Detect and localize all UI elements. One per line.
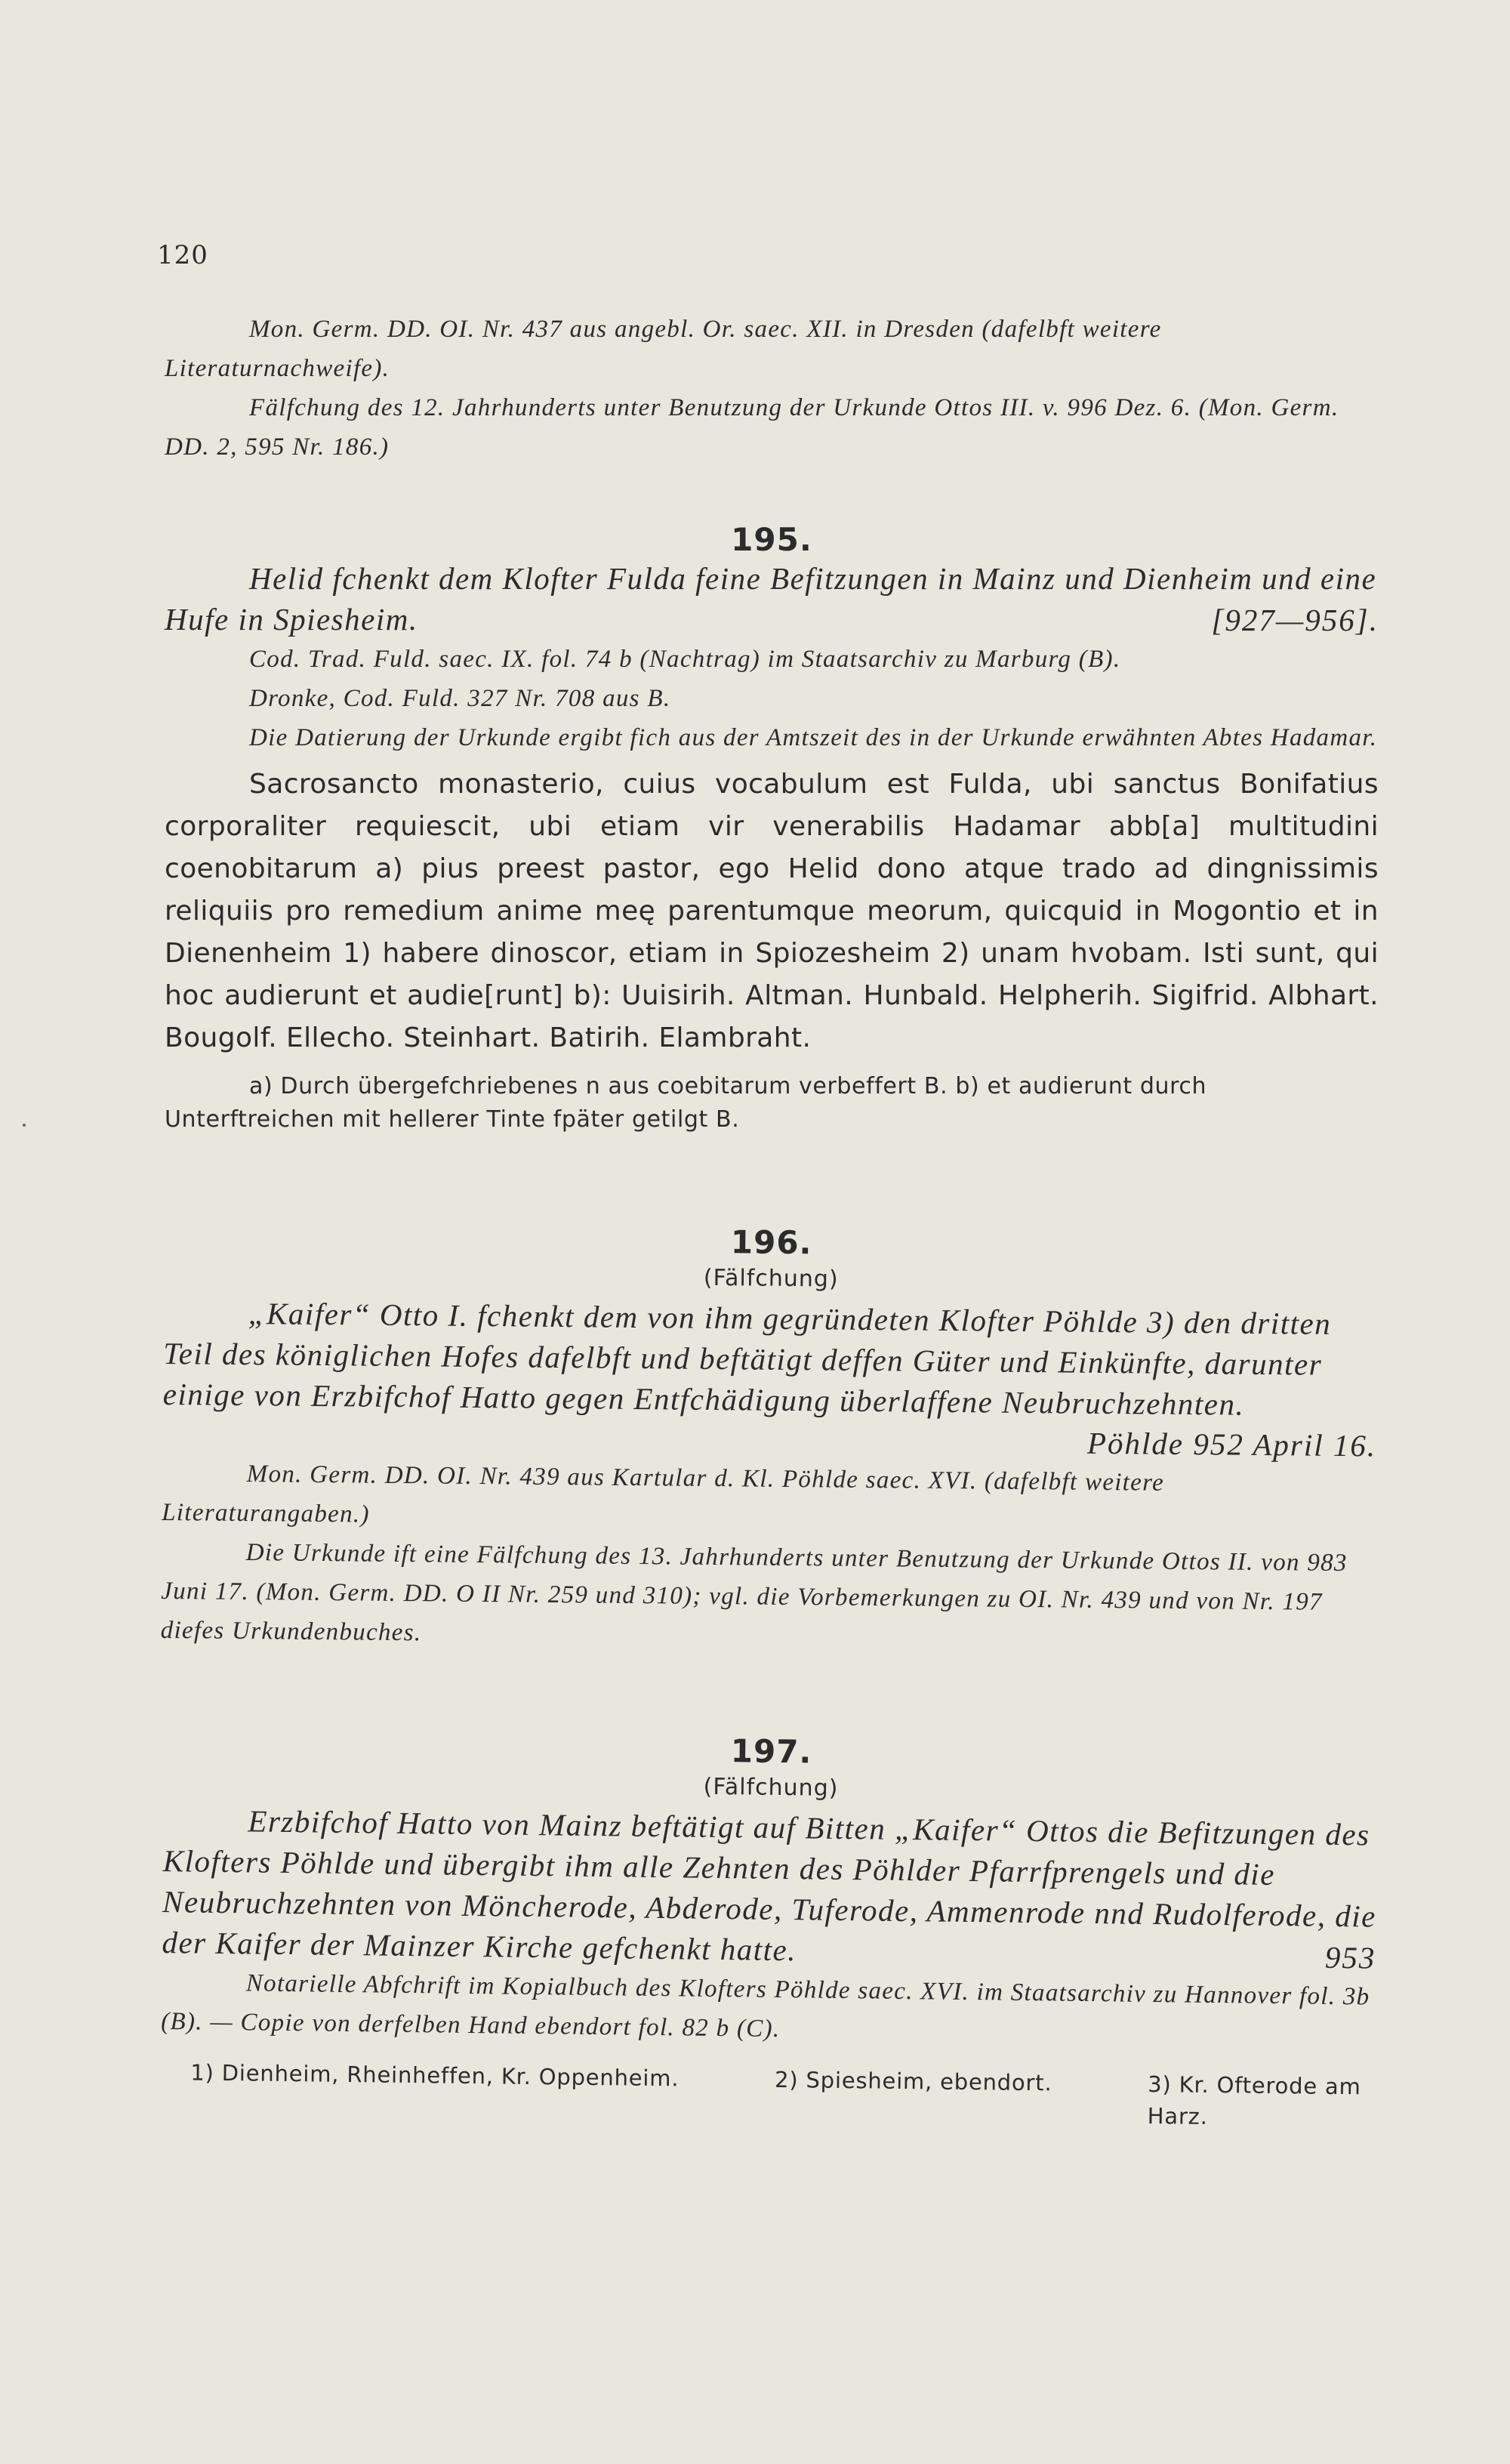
entry-number: 196.	[730, 1223, 812, 1262]
page-number: 120	[157, 240, 208, 270]
entry-text-notes: a) Durch übergefchriebenes n aus coebitarum verbeffert B. b) et audierunt durch Unterftreichen mit hellerer Tinte fpäter getilgt B.	[165, 1073, 1207, 1133]
entry-number: 197.	[730, 1732, 812, 1771]
page-content	[160, 310, 1379, 2129]
footnote-row	[160, 2056, 1375, 2135]
entry-regest: Erzbifchof Hatto von Mainz beftätigt auf Bitten „Kaifer“ Ottos die Befitzungen des Klofters Pöhlde und übergibt ihm alle Zehnten des Pöhlder Pfarrfprengels und die Neubruchzehnten von Möncherode, Abderode, Tuferode, Ammenrode nnd Rudolferode, die der Kaifer der Mainzer Kirche gefchenkt hatte.	[162, 1803, 1377, 1968]
prev-entry-source: Mon. Germ. DD. OI. Nr. 437 aus angebl. Or. saec. XII. in Dresden (dafelbft weitere Literaturnachweife).	[165, 316, 1162, 382]
entry-regest: Helid fchenkt dem Klofter Fulda feine Befitzungen in Mainz und Dienheim und eine Hufe in Spiesheim.	[165, 561, 1377, 637]
entry-date: [927—956].	[1211, 603, 1379, 637]
footnote-3: 3) Kr. Ofterode am Harz.	[1147, 2071, 1361, 2129]
entry-197	[160, 1725, 1379, 2135]
entry-source-edition: Dronke, Cod. Fuld. 327 Nr. 708 aus B.	[249, 685, 671, 712]
entry-note: Die Urkunde ift eine Fälfchung des 13. Jahrhunderts unter Benutzung der Urkunde Ottos II. von 983 Juni 17. (Mon. Germ. DD. O II Nr. 259 und 310); vgl. die Vorbemerkungen zu OI. Nr. 439 und von Nr. 197 diefes Urkundenbuches.	[160, 1539, 1348, 1647]
footnotes	[160, 2056, 1375, 2135]
entry-date: 953	[1324, 1939, 1376, 1975]
entry-source: Cod. Trad. Fuld. saec. IX. fol. 74 b (Nachtrag) im Staatsarchiv zu Marburg (B).	[249, 646, 1121, 673]
entry-195	[165, 521, 1379, 1136]
entry-source: Notarielle Abfchrift im Kopialbuch des Klofters Pöhlde saec. XVI. im Staatsarchiv zu Hannover fol. 3b (B). — Copie von derfelben Hand ebendort fol. 82 b (C).	[160, 1969, 1370, 2043]
entry-charter-text: Sacrosancto monasterio, cuius vocabulum est Fulda, ubi sanctus Bonifatius corporaliter requiescit, ubi etiam vir venerabilis Hadamar abb[a] multitudini coenobitarum a) pius preest pastor, ego Helid dono atque trado ad dingnissimis reliquiis pro remedium anime meę parentumque meorum, quicquid in Mogontio et in Dienenheim 1) habere dinoscor, etiam in Spiozesheim 2) unam hvobam. Isti sunt, qui hoc audierunt et audie[runt] b): Uuisirih. Altman. Hunbald. Helpherih. Sigifrid. Albhart. Bougolf. Ellecho. Steinhart. Batirih. Elambraht.	[165, 769, 1379, 1053]
footnote-2: 2) Spiesheim, ebendort.	[774, 2066, 1052, 2096]
entry-regest: „Kaifer“ Otto I. fchenkt dem von ihm gegründeten Klofter Pöhlde 3) den dritten Teil des königlichen Hofes dafelbft und beftätigt deffen Güter und Einkünfte, darunter einige von Erzbifchof Hatto gegen Entfchädigung überlaffene Neubruchzehnten.	[162, 1296, 1332, 1422]
entry-dating-note: Die Datierung der Urkunde ergibt fich aus der Amtszeit des in der Urkunde erwähnten Abtes Hadamar.	[249, 724, 1378, 751]
entry-196	[161, 1218, 1379, 1661]
entry-source: Mon. Germ. DD. OI. Nr. 439 aus Kartular d. Kl. Pöhlde saec. XVI. (dafelbft weitere Literaturangaben.)	[162, 1460, 1165, 1528]
footnote-1: 1) Dienheim, Rheinheffen, Kr. Oppenheim.	[190, 2059, 680, 2092]
entry-number: 195.	[731, 521, 812, 558]
entry-date: Pöhlde 952 April 16.	[1086, 1425, 1377, 1463]
prev-entry-note: Fälfchung des 12. Jahrhunderts unter Benutzung der Urkunde Ottos III. v. 996 Dez. 6. (Mon. Germ. DD. 2, 595 Nr. 186.)	[165, 394, 1339, 461]
entry-forgery-label: (Fälfchung)	[703, 1264, 839, 1293]
page-speck	[23, 1124, 26, 1127]
entry-forgery-label: (Fälfchung)	[703, 1773, 839, 1802]
